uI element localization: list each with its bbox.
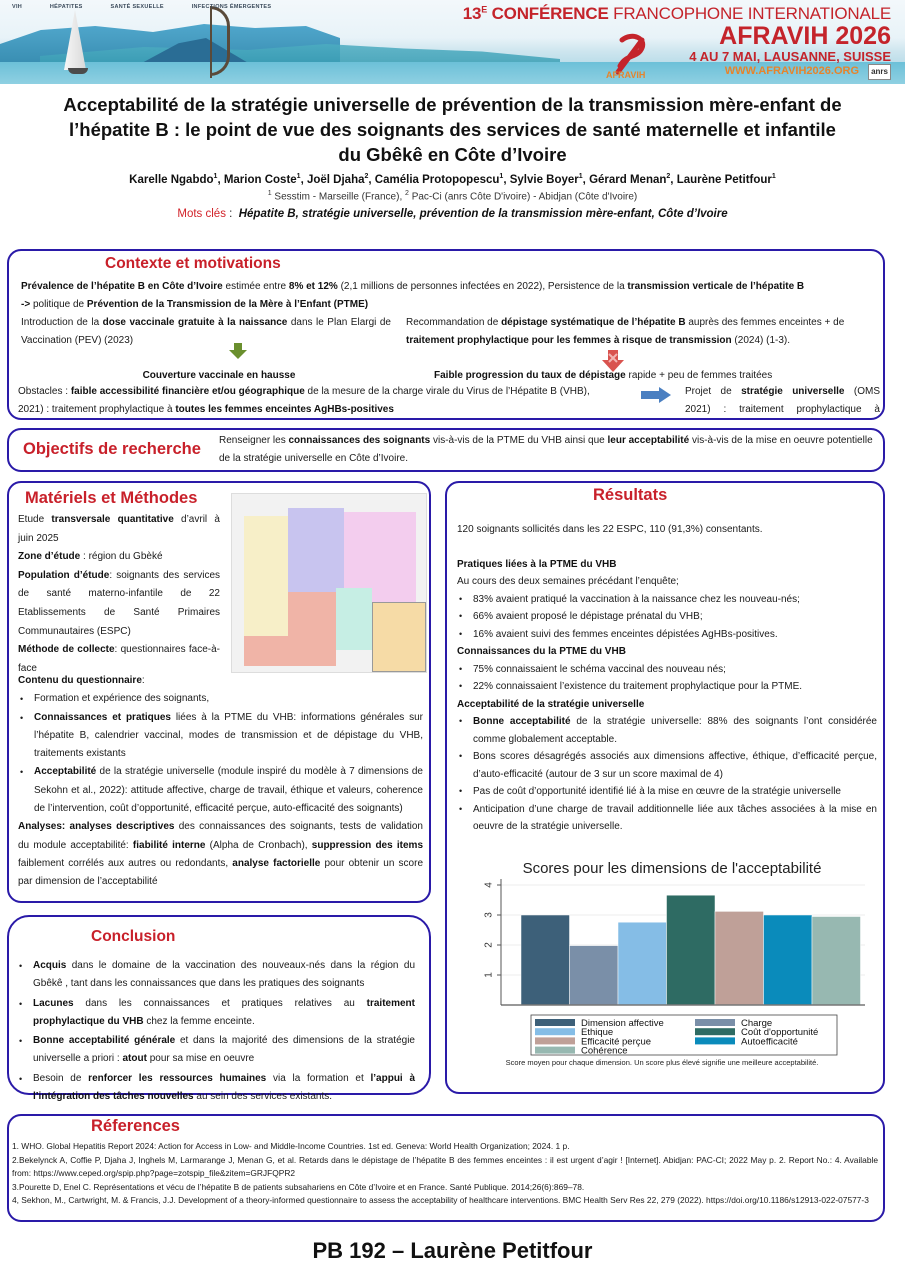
- y-tick-label: 2: [483, 942, 495, 948]
- author: Joël Djaha$^2$,: [306, 173, 375, 186]
- keywords: Mots clés : Hépatite B, stratégie universelle, prévention de la transmission mère-enfant, Côte d’Ivoire: [177, 208, 728, 221]
- objectives-panel: [7, 428, 885, 472]
- chart-svg: [457, 853, 877, 1083]
- practices-intro: Au cours des deux semaines précédant l’enquête;: [457, 576, 679, 587]
- poster-title: Acceptabilité de la stratégie universelle de prévention de la transmission mère-enfant de l’hépatite B : le point de vue des soignants des services de santé maternelle et infantile du Gbêkê en Côte d’Ivoire: [63, 94, 842, 165]
- knowledge-title: Connaissances du la PTME du VHB: [457, 646, 626, 657]
- topic-label: INFECTIONS ÉMERGENTES: [191, 4, 272, 10]
- legend-label: Efficacité perçue: [581, 1036, 652, 1048]
- legend-label: Ethique: [581, 1027, 614, 1039]
- keywords-label: Mots clés: [177, 208, 226, 221]
- author: Camélia Protopopescu$^1$,: [374, 173, 510, 186]
- legend-swatch: [535, 1047, 575, 1054]
- context-obstacles: Obstacles : faible accessibilité financière et/ou géographique de la mesure de la charge virale du Virus de l’Hépatite B (VHB),: [18, 386, 590, 397]
- questionnaire-content-label: Contenu du questionnaire:: [18, 675, 145, 686]
- sculpture-graphic: [210, 6, 230, 76]
- sailboat-hull: [68, 68, 88, 74]
- list-item: • 75% connaissaient le schéma vaccinal des nouveau nés;: [457, 661, 877, 679]
- legend-swatch: [695, 1037, 735, 1044]
- keywords-list: Hépatite B, stratégie universelle, prévention de la transmission mère-enfant, Côte d’Ivoire: [238, 208, 728, 221]
- section-title: Résultats: [593, 486, 668, 504]
- reference-item: 2.Bekelynck A, Coffie P, Djaha J, Inghels M, Larmarange J, Menan G, et al. Retards dans le dépistage de l’hépatite B des femmes enceintes : il est urgent d’agir ! [Internet]. Abidjan: PAC-CI; 2022 May p. 2. Report No.: 4. Available from: https://www.ceped.org/spip.php?page=zotspip_file&zitem=GRJFQPR2: [12, 1154, 878, 1179]
- bar-ethique: [618, 922, 667, 1005]
- y-tick-label: 1: [483, 972, 495, 978]
- conference-banner: [0, 0, 905, 84]
- context-screening-reco: Recommandation de dépistage systématique de l’hépatite B auprès des femmes enceintes + de traitement prophylactique pour les femmes à risque de transmission (2024) (1-3).: [406, 317, 845, 346]
- reference-item: 3.Pourette D, Enel C. Représentations et vécu de l’hépatite B de patients subsahariens en Côte d’Ivoire et en France. Santé Publique. 2014;26(6):869–78.: [12, 1181, 585, 1192]
- references-panel: [7, 1114, 885, 1222]
- legend-swatch: [695, 1019, 735, 1026]
- results-panel: [445, 481, 885, 1094]
- list-item: • Bonne acceptabilité de la stratégie universelle: 88% des soignants l’ont considérée comme globalement acceptable.: [457, 713, 877, 748]
- gbeke-region-map: [231, 493, 427, 673]
- methods-panel: [7, 481, 431, 903]
- section-title: Réferences: [91, 1117, 180, 1135]
- event-name: AFRAVIH 2026: [719, 22, 891, 50]
- topic-label: SANTÉ SEXUELLE: [110, 4, 164, 10]
- chart-legend: [531, 1015, 837, 1057]
- anrs-logo: anrs: [868, 64, 891, 80]
- context-vaccine-intro: Introduction de la dose vaccinale gratuite à la naissance dans le Plan Elargi de Vaccination (PEV) (2023): [21, 317, 391, 346]
- conclusion-list: [17, 957, 415, 1107]
- bar-co-t-d-opportunit-: [667, 895, 716, 1005]
- legend-swatch: [535, 1037, 575, 1044]
- list-item: • Anticipation d’une charge de travail additionnelle liée aux tâches associées à la mise en oeuvre de la stratégie universelle.: [457, 801, 877, 836]
- bar-coh-rence: [812, 917, 861, 1006]
- poster-header: [0, 92, 905, 220]
- list-item: • Connaissances et pratiques liées à la PTME du VHB: informations générales sur l’hépatite B, calendrier vaccinal, modes de transmission et de dépistage du VHB, traitements existants: [18, 709, 423, 764]
- list-item: • 66% avaient proposé le dépistage prénatal du VHB;: [457, 608, 877, 626]
- author: Marion Coste$^1$,: [223, 173, 307, 186]
- results-intro: 120 soignants sollicités dans les 22 ESPC, 110 (91,3%) consentants.: [457, 524, 763, 535]
- topic-label: VIH: [12, 4, 23, 10]
- reference-item: 1. WHO. Global Hepatitis Report 2024: Action for Access in Low- and Middle-Income Countries. 1st ed. Geneva: World Health Organization; 2024. 1 p.: [12, 1141, 570, 1151]
- study-population: Population d’étude: soignants des services de santé materno-infantile de 22 Etablissements de Santé Primaires Communautaires (ESPC): [18, 569, 221, 637]
- author-list: [0, 173, 905, 186]
- event-website-link[interactable]: WWW.AFRAVIH2026.ORG: [724, 65, 860, 77]
- green-down-arrow-icon: [229, 343, 247, 359]
- collection-method: Méthode de collecte: questionnaires face-à-face: [18, 644, 220, 674]
- list-item: • Besoin de renforcer les ressources humaines via la formation et l’appui à l’intégration des tâches nouvelles au sein des services existants.: [17, 1070, 415, 1107]
- list-item: • Formation et expérience des soignants,: [18, 690, 423, 708]
- conclusion-panel: [7, 915, 431, 1103]
- list-item: • 16% avaient suivi des femmes enceintes dépistées AgHBs-positives.: [457, 626, 877, 644]
- list-item: • 22% connaissaient l’existence du traitement prophylactique pour la PTME.: [457, 678, 877, 696]
- context-universal-strategy: Projet de stratégie universelle (OMS 2021) : traitement prophylactique à: [685, 386, 880, 415]
- context-policy: -> politique de Prévention de la Transmission de la Mère à l’Enfant (PTME): [21, 299, 369, 310]
- objectives-text: Renseigner les connaissances des soignants vis-à-vis de la PTME du VHB ainsi que leur acceptabilité vis-à-vis de la mise en oeuvre potentielle de la stratégie universelle en Côte d’Ivoire.: [219, 435, 873, 464]
- legend-label: Autoefficacité: [741, 1036, 798, 1048]
- list-item: • Acceptabilité de la stratégie universelle (module inspiré du modèle à 7 dimensions de Sekohn et al., 2022): attitude affective, charge de travail, éthique et valeurs, coherence de l’intervention, coût d’opportunité, efficacité perçue, auto-efficacité des soignants): [18, 763, 423, 818]
- acceptability-list: [457, 713, 877, 836]
- bar-charge: [570, 946, 619, 1005]
- author: Sylvie Boyer$^1$,: [509, 173, 590, 186]
- legend-label: Coût d'opportunité: [741, 1027, 819, 1039]
- banner-topics: [12, 4, 297, 10]
- legend-swatch: [695, 1028, 735, 1035]
- analyses-description: Analyses: analyses descriptives des connaissances des soignants, tests de validation du module acceptabilité: fiabilité interne (Alpha de Cronbach), suppression des items faiblement corrélés aux autres ou redondants, analyse factorielle pour obtenir un score par dimension de l’acceptabilité: [18, 821, 424, 888]
- practices-list: [457, 591, 877, 644]
- bar-autoefficacit-: [764, 915, 813, 1005]
- questionnaire-content-list: [18, 690, 423, 818]
- legend-label: Cohérence: [581, 1045, 628, 1057]
- conference-info: $13^E$ CONFÉRENCE FRANCOPHONE INTERNATIONALE AFRAVIH 2026 4 AU 7 MAI, LAUSANNE, SUISSE WWW.AFRAVIH2026.ORG anrs: [463, 4, 891, 80]
- practices-title: Pratiques liées à la PTME du VHB: [457, 558, 617, 570]
- context-panel: [7, 249, 885, 420]
- conference-number: 13: [462, 4, 482, 23]
- legend-swatch: [535, 1019, 575, 1026]
- target-population: toutes les femmes enceintes AgHBs-positives: [175, 404, 394, 415]
- event-dates-location: 4 AU 7 MAI, LAUSANNE, SUISSE: [689, 49, 891, 64]
- outcome-screening: Faible progression du taux de dépistage rapide + peu de femmes traitées: [434, 370, 773, 381]
- reference-item: 4, Sekhon, M., Cartwright, M. & Francis, J.J. Development of a theory-informed questionnaire to assess the acceptability of healthcare interventions. BMC Health Serv Res 22, 279 (2022). https://doi.org/10.1186/s12913-022-07577-3: [12, 1195, 869, 1206]
- list-item: • Pas de coût d’opportunité identifié lié à la mise en œuvre de la stratégie universelle: [457, 783, 877, 801]
- knowledge-list: [457, 661, 877, 696]
- chart-title: Scores pour les dimensions de l'acceptabilité: [522, 860, 822, 877]
- conference-subtitle: FRANCOPHONE INTERNATIONALE: [613, 4, 891, 23]
- y-tick-label: 3: [483, 912, 495, 918]
- list-item: • Acquis dans le domaine de la vaccination des nouveaux-nés dans la région du Gbêkê , tant dans les connaissances que dans les pratiques des soignants: [17, 957, 415, 994]
- afravih-logo-text: AFRAVIH: [606, 70, 646, 80]
- chart-bars: [521, 895, 861, 1005]
- list-item: • Bons scores désagrégés associés aux dimensions affective, éthique, d’efficacité perçue, d’auto-efficacité (autour de 3 sur un score maximal de 4): [457, 748, 877, 783]
- section-title: Contexte et motivations: [105, 255, 281, 272]
- bar-dimension-affective: [521, 915, 570, 1005]
- list-item: • Bonne acceptabilité générale et dans la majorité des dimensions de la stratégie universelle a priori : atout pour sa mise en oeuvre: [17, 1032, 415, 1069]
- outcome-vaccine-coverage: Couverture vaccinale en hausse: [142, 370, 296, 381]
- affiliations: $^1$ Sesstim - Marseille (France), $^2$ Pac-Ci (anrs Côte D'ivoire) - Abidjan (Côte d'Ivoire): [267, 189, 638, 203]
- bar-efficacit-per-ue: [715, 911, 764, 1005]
- topic-label: HÉPATITES: [49, 4, 83, 10]
- references-list: [12, 1140, 878, 1208]
- author: Gérard Menan$^2$,: [589, 173, 677, 186]
- oms-year: 2021) : traitement prophylactique à: [18, 404, 176, 415]
- author: Karelle Ngabdo$^1$,: [129, 173, 224, 186]
- legend-swatch: [535, 1028, 575, 1035]
- legend-label: Dimension affective: [581, 1018, 664, 1029]
- chart-y-axis: [484, 882, 501, 978]
- acceptability-bar-chart: [457, 853, 877, 1083]
- section-title: Conclusion: [91, 928, 176, 945]
- section-title: Objectifs de recherche: [23, 440, 201, 458]
- author: Laurène Petitfour$^1$: [676, 173, 776, 186]
- list-item: • Lacunes dans les connaissances et pratiques relatives au traitement prophylactique du VHB chez la femme enceinte.: [17, 995, 415, 1032]
- study-design: Etude transversale quantitative d’avril à juin 2025: [18, 514, 220, 544]
- acceptability-title: Acceptabilité de la stratégie universelle: [457, 698, 645, 710]
- section-title: Matériels et Méthodes: [25, 489, 198, 507]
- legend-label: Charge: [741, 1018, 773, 1029]
- study-zone: Zone d’étude : région du Gbèké: [18, 551, 163, 563]
- poster-id-footer: PB 192 – Laurène Petitfour: [312, 1238, 593, 1263]
- list-item: • 83% avaient pratiqué la vaccination à la naissance chez les nouveau-nés;: [457, 591, 877, 609]
- context-prevalence: Prévalence de l’hépatite B en Côte d’Ivoire estimée entre 8% et 12% (2,1 millions de personnes infectées en 2022), Persistence de la transmission verticale de l’hépatite B: [21, 281, 805, 292]
- y-tick-label: 4: [483, 882, 495, 888]
- chart-note: Score moyen pour chaque dimension. Un score plus élevé signifie une meilleure acceptabilité.: [505, 1058, 819, 1067]
